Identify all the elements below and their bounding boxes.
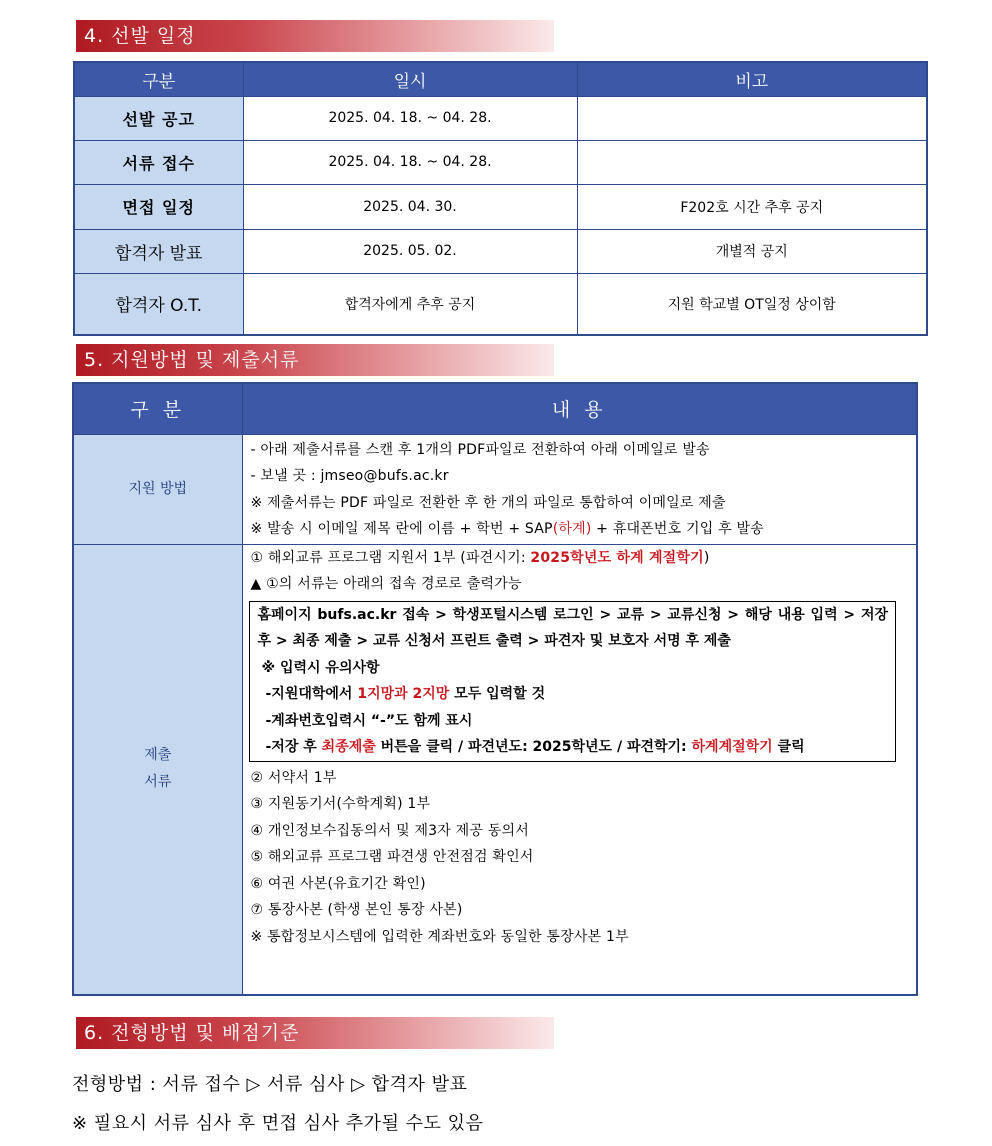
apply-line-part: + 휴대폰번호 기입 후 발송 xyxy=(591,521,764,537)
doc-item-part: ) xyxy=(703,549,710,566)
row-note: 지원 학교별 OT일정 상이함 xyxy=(577,273,927,335)
documents-content xyxy=(242,544,917,995)
apply-line: - 아래 제출서류를 스캔 후 1개의 PDF파일로 전환하여 아래 이메일로 발송 xyxy=(250,441,710,458)
schedule-table xyxy=(73,61,928,336)
row-label: 면접 일정 xyxy=(74,184,243,229)
caution-line: -계좌번호입력시 “-”도 함께 표시 xyxy=(265,712,473,729)
doc-item: ⑥ 여권 사본(유효기간 확인) xyxy=(250,875,426,892)
portal-path: 홈페이지 bufs.ac.kr 접속 > 학생포털시스템 로그인 > 교류 > 교류신청 > 해당 내용 입력 > 저장 후 > 최종 제출 > 교류 신청서 프린트 출력 > 파견자 및 보호자 서명 후 제출 xyxy=(257,606,888,649)
row-note xyxy=(577,96,927,140)
documents-label-line: 서류 xyxy=(144,774,172,791)
row-label: 합격자 발표 xyxy=(74,229,243,273)
col-header: 구분 xyxy=(74,62,243,96)
row-date: 합격자에게 추후 공지 xyxy=(243,273,577,335)
doc-item: ⑦ 통장사본 (학생 본인 통장 사본) xyxy=(250,902,463,918)
caution-part: -저장 후 xyxy=(265,739,322,755)
application-header-row xyxy=(73,383,917,434)
section-5-title: 5. 지원방법 및 제출서류 xyxy=(76,344,554,376)
section-6-title: 6. 전형방법 및 배점기준 xyxy=(76,1017,554,1049)
apply-line xyxy=(251,516,917,543)
col-header: 일시 xyxy=(243,62,577,96)
doc-item-note: ▲ ①의 서류는 아래의 접속 경로로 출력가능 xyxy=(250,576,522,592)
doc-item-highlight: 2025학년도 하계 계절학기 xyxy=(530,549,704,566)
doc-item: ⑤ 해외교류 프로그램 파견생 안전점검 확인서 xyxy=(250,849,534,865)
table-row xyxy=(74,273,927,335)
doc-item: ③ 지원동기서(수학계획) 1부 xyxy=(250,796,431,812)
table-row xyxy=(73,544,917,995)
caution-line xyxy=(258,734,889,761)
doc-item: ※ 통합정보시스템에 입력한 계좌번호와 동일한 통장사본 1부 xyxy=(250,928,629,945)
row-note: 개별적 공지 xyxy=(577,229,927,273)
col-header: 구 분 xyxy=(73,383,242,434)
apply-line-highlight: (하계) xyxy=(552,521,592,537)
col-header: 비고 xyxy=(577,62,927,96)
table-row xyxy=(74,96,927,140)
documents-label xyxy=(73,544,242,995)
row-date: 2025. 04. 18. ~ 04. 28. xyxy=(243,96,577,140)
selection-method-line: 전형방법 : 서류 접수 ▷ 서류 심사 ▷ 합격자 발표 xyxy=(72,1074,468,1095)
caution-part: 클릭 xyxy=(772,739,805,755)
doc-item: ② 서약서 1부 xyxy=(250,769,337,786)
table-row xyxy=(73,434,917,544)
apply-line-part: ※ 발송 시 이메일 제목 란에 이름 + 학번 + SAP xyxy=(250,521,553,537)
table-row xyxy=(74,140,927,184)
section-4-title: 4. 선발 일정 xyxy=(76,20,554,52)
caution-highlight: 하계계절학기 xyxy=(691,739,773,755)
caution-highlight: 최종제출 xyxy=(321,739,376,755)
doc-item xyxy=(251,545,917,572)
schedule-header-row xyxy=(74,62,927,96)
row-label: 서류 접수 xyxy=(74,140,243,184)
caution-highlight: 1지망과 2지망 xyxy=(357,686,450,702)
caution-title: ※ 입력시 유의사항 xyxy=(261,659,380,676)
table-row xyxy=(74,229,927,273)
row-date: 2025. 04. 18. ~ 04. 28. xyxy=(243,140,577,184)
documents-label-line: 제출 xyxy=(144,747,172,764)
application-table xyxy=(72,382,918,996)
doc-item-part: ① 해외교류 프로그램 지원서 1부 (파견시기: xyxy=(250,549,531,566)
caution-part: 모두 입력할 것 xyxy=(449,686,546,702)
row-date: 2025. 05. 02. xyxy=(243,229,577,273)
row-note: F202호 시간 추후 공지 xyxy=(577,184,927,229)
selection-note-line: ※ 필요시 서류 심사 후 면접 심사 추가될 수도 있음 xyxy=(72,1113,484,1134)
row-note xyxy=(577,140,927,184)
apply-line: ※ 제출서류는 PDF 파일로 전환한 후 한 개의 파일로 통합하여 이메일로 제출 xyxy=(250,494,726,511)
apply-method-content xyxy=(242,434,917,544)
col-header: 내 용 xyxy=(242,383,917,434)
apply-line: - 보낼 곳 : jmseo@bufs.ac.kr xyxy=(250,468,449,484)
doc-item: ④ 개인정보수집동의서 및 제3자 제공 동의서 xyxy=(250,822,529,839)
apply-method-label: 지원 방법 xyxy=(73,434,242,544)
row-date: 2025. 04. 30. xyxy=(243,184,577,229)
row-label: 선발 공고 xyxy=(74,96,243,140)
caution-line xyxy=(258,681,889,708)
caution-part: 버튼을 클릭 / 파견년도: 2025학년도 / 파견학기: xyxy=(375,739,692,755)
table-row xyxy=(74,184,927,229)
row-label: 합격자 O.T. xyxy=(74,273,243,335)
caution-part: -지원대학에서 xyxy=(265,686,358,702)
portal-instructions-box xyxy=(249,601,897,762)
